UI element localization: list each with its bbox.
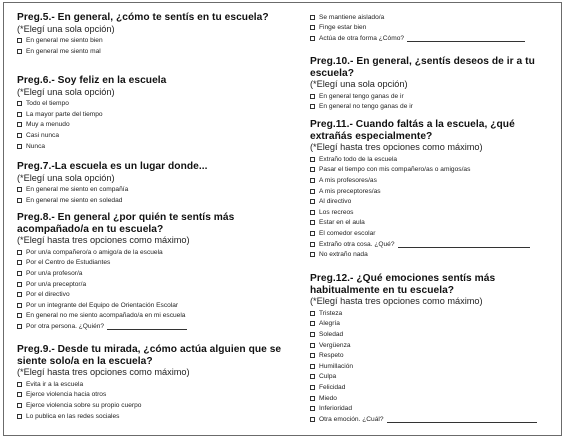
checkbox[interactable] [310,25,315,30]
write-in-line[interactable] [398,241,530,248]
question-7-note: (*Elegí una sola opción) [17,172,115,183]
checkbox[interactable] [17,112,22,117]
option-item[interactable] [310,154,556,165]
checkbox[interactable] [310,231,315,236]
option-label: Actúa de otra forma ¿Cómo? [319,34,405,42]
option-label: Por el Centro de Estudiantes [26,259,111,267]
option-item[interactable] [310,340,556,351]
option-label: Por el directivo [26,291,70,299]
checkbox[interactable] [310,36,315,41]
option-label: Humillación [319,362,354,370]
question-9 [17,344,287,421]
option-label: En general me siento en compañía [26,186,129,194]
checkbox[interactable] [310,220,315,225]
option-item[interactable] [310,372,556,383]
option-item[interactable] [310,414,556,425]
option-item[interactable] [310,228,556,239]
option-label: Muy a menudo [26,121,70,129]
option-item[interactable] [17,411,287,422]
option-item[interactable] [310,361,556,372]
checkbox[interactable] [310,311,315,316]
checkbox[interactable] [310,15,315,20]
option-item[interactable] [17,99,287,110]
write-in-line[interactable] [387,416,537,423]
question-7 [17,161,287,206]
option-label: Por un/a preceptor/a [26,280,87,288]
checkbox[interactable] [17,144,22,149]
checkbox[interactable] [310,374,315,379]
option-label: Vergüenza [319,341,351,349]
option-label: Por otra persona. ¿Quién? [26,322,105,330]
question-9-note: (*Elegí hasta tres opciones como máximo) [17,367,190,377]
option-label: En general me siento en soledad [26,196,123,204]
checkbox[interactable] [17,403,22,408]
question-10-title: Preg.10.- En general, ¿sentís deseos de ir a tu escuela? [310,56,535,79]
write-in-line[interactable] [407,35,525,42]
checkbox[interactable] [310,189,315,194]
option-item[interactable] [310,403,556,414]
option-item[interactable] [310,102,556,113]
option-label: Por un integrante del Equipo de Orientación Escolar [26,301,179,309]
option-item[interactable] [17,321,287,332]
option-item[interactable] [17,141,287,152]
question-6-title: Preg.6.- Soy feliz en la escuela [17,75,167,86]
checkbox[interactable] [310,199,315,204]
option-item[interactable] [310,308,556,319]
option-label: Soledad [319,330,344,338]
checkbox[interactable] [17,392,22,397]
survey-page [3,2,562,436]
option-label: Tristeza [319,309,343,317]
question-12-note: (*Elegí hasta tres opciones como máximo) [310,296,483,306]
question-12-title: Preg.12.- ¿Qué emociones sentís más habitualmente en tu escuela? [310,273,496,296]
checkbox[interactable] [17,282,22,287]
option-label: Todo el tiempo [26,100,69,108]
option-label: Ejerce violencia sobre su propio cuerpo [26,401,142,409]
checkbox[interactable] [310,332,315,337]
checkbox[interactable] [310,406,315,411]
checkbox[interactable] [310,417,315,422]
option-item[interactable] [310,350,556,361]
question-6 [17,75,287,151]
checkbox[interactable] [310,157,315,162]
question-9-title: Preg.9.- Desde tu mirada, ¿cómo actúa alguien que se siente solo/a en la escuela? [17,344,282,367]
question-7-title: Preg.7.-La escuela es un lugar donde... [17,161,208,172]
checkbox[interactable] [310,210,315,215]
checkbox[interactable] [17,303,22,308]
option-label: Evita ir a la escuela [26,380,84,388]
option-item[interactable] [17,311,287,322]
option-item[interactable] [310,239,556,250]
option-item[interactable] [17,195,287,206]
option-label: En general no tengo ganas de ir [319,103,413,111]
checkbox[interactable] [17,414,22,419]
checkbox[interactable] [310,364,315,369]
option-label: En general me siento bien [26,37,103,45]
question-6-note: (*Elegí una sola opción) [17,86,115,97]
checkbox[interactable] [310,104,315,109]
checkbox[interactable] [310,321,315,326]
option-label: Extraño todo de la escuela [319,155,398,163]
checkbox[interactable] [17,49,22,54]
option-label: En general no me siento acompañado/a en mi escuela [26,312,186,320]
option-item[interactable] [310,165,556,176]
option-item[interactable] [310,249,556,260]
checkbox[interactable] [310,385,315,390]
option-item[interactable] [17,400,287,411]
checkbox[interactable] [17,271,22,276]
option-item[interactable] [310,393,556,404]
option-item[interactable] [17,120,287,131]
option-item[interactable] [310,175,556,186]
question-8-title: Preg.8.- En general ¿por quién te sentís más acompañado/a en tu escuela? [17,212,235,235]
option-label: Pasar el tiempo con mis compañero/as o amigos/as [319,166,471,174]
option-label: Extraño otra cosa. ¿Qué? [319,240,395,248]
option-item[interactable] [17,300,287,311]
option-item[interactable] [17,109,287,120]
option-item[interactable] [17,268,287,279]
question-11-title: Preg.11.- Cuando faltás a la escuela, ¿qué extrañás especialmente? [310,119,515,142]
option-label: Otra emoción. ¿Cuál? [319,415,384,423]
question-8 [17,212,287,332]
option-item[interactable] [17,279,287,290]
question-12 [310,273,556,425]
checkbox[interactable] [17,292,22,297]
option-label: A mis preceptores/as [319,187,381,195]
option-item[interactable] [310,91,556,102]
question-11 [310,119,556,260]
question-9-continued [310,12,556,44]
option-label: A mis profesores/as [319,176,377,184]
checkbox[interactable] [310,252,315,257]
option-label: Los recreos [319,208,354,216]
question-10 [310,56,556,112]
option-item[interactable] [17,379,287,390]
option-label: La mayor parte del tiempo [26,110,103,118]
option-item[interactable] [17,36,287,47]
option-label: Ejerce violencia hacia otros [26,391,107,399]
option-label: Felicidad [319,383,346,391]
option-item[interactable] [17,289,287,300]
checkbox[interactable] [17,101,22,106]
checkbox[interactable] [17,198,22,203]
checkbox[interactable] [310,178,315,183]
option-label: Por un/a compañero/a o amigo/a de la escuela [26,248,163,256]
option-label: No extraño nada [319,251,368,259]
option-item[interactable] [310,319,556,330]
checkbox[interactable] [310,343,315,348]
option-item[interactable] [310,33,556,44]
option-label: Inferioridad [319,405,352,413]
option-label: Casi nunca [26,132,59,140]
option-item[interactable] [310,218,556,229]
checkbox[interactable] [17,187,22,192]
checkbox[interactable] [17,382,22,387]
option-label: Miedo [319,394,337,402]
option-item[interactable] [310,207,556,218]
option-label: Lo publica en las redes sociales [26,412,120,420]
option-label: Se mantiene aislado/a [319,13,385,21]
option-item[interactable] [310,23,556,34]
option-item[interactable] [17,247,287,258]
question-10-note: (*Elegí una sola opción) [310,79,408,89]
checkbox[interactable] [310,167,315,172]
checkbox[interactable] [17,122,22,127]
option-label: Respeto [319,352,344,360]
option-label: Nunca [26,142,46,150]
checkbox[interactable] [310,94,315,99]
checkbox[interactable] [17,133,22,138]
option-label: El comedor escolar [319,229,376,237]
option-label: Por un/a profesor/a [26,269,83,277]
option-label: Culpa [319,373,337,381]
option-label: Finge estar bien [319,24,367,32]
option-item[interactable] [17,185,287,196]
option-label: En general me siento mal [26,47,101,55]
checkbox[interactable] [17,250,22,255]
option-item[interactable] [17,46,287,57]
question-5-note: (*Elegí una sola opción) [17,23,115,34]
checkbox[interactable] [17,38,22,43]
option-item[interactable] [310,382,556,393]
option-label: Estar en el aula [319,219,365,227]
option-label: En general tengo ganas de ir [319,92,404,100]
checkbox[interactable] [17,260,22,265]
option-label: Alegría [319,320,340,328]
write-in-line[interactable] [107,323,187,330]
option-label: Al directivo [319,198,352,206]
option-item[interactable] [310,196,556,207]
question-8-note: (*Elegí hasta tres opciones como máximo) [17,235,190,245]
option-item[interactable] [17,390,287,401]
checkbox[interactable] [310,353,315,358]
option-item[interactable] [310,329,556,340]
option-item[interactable] [310,12,556,23]
checkbox[interactable] [310,242,315,247]
option-item[interactable] [17,130,287,141]
checkbox[interactable] [310,396,315,401]
option-item[interactable] [17,258,287,269]
question-5 [17,12,287,57]
checkbox[interactable] [17,313,22,318]
option-item[interactable] [310,186,556,197]
checkbox[interactable] [17,324,22,329]
question-11-note: (*Elegí hasta tres opciones como máximo) [310,142,483,152]
question-5-title: Preg.5.- En general, ¿cómo te sentís en tu escuela? [17,12,269,23]
